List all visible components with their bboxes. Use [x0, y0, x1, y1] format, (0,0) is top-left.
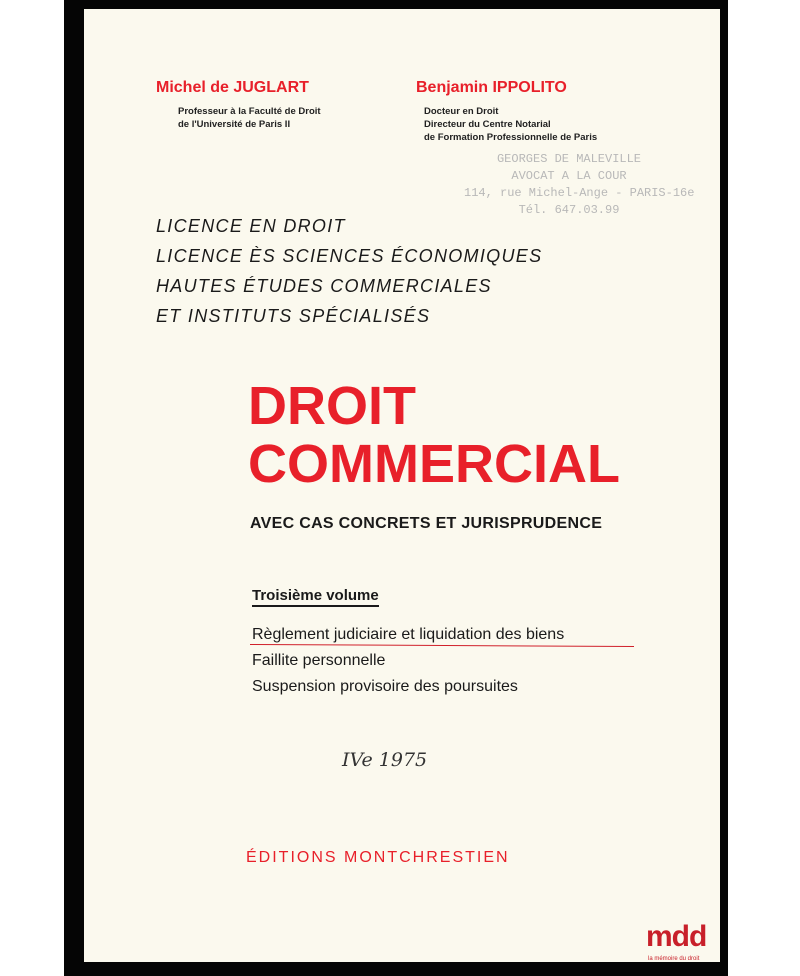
title-line: DROIT	[248, 376, 416, 436]
volume-label: Troisième volume	[252, 587, 379, 607]
topic-list	[252, 622, 564, 700]
title-line: COMMERCIAL	[248, 434, 620, 494]
book-title	[248, 377, 620, 493]
stamp-line: AVOCAT A LA COUR	[511, 169, 627, 183]
topic-item: Suspension provisoire des poursuites	[252, 678, 518, 695]
book-subtitle: AVEC CAS CONCRETS ET JURISPRUDENCE	[250, 515, 603, 532]
author-affiliation-ippolito	[424, 105, 597, 144]
mdd-tagline: la mémoire du droit	[648, 956, 700, 962]
publisher-name: ÉDITIONS MONTCHRESTIEN	[246, 849, 510, 866]
audience-list	[156, 211, 542, 331]
stamp-line: GEORGES DE MALEVILLE	[496, 152, 642, 166]
affiliation-line: Professeur à la Faculté de Droit	[178, 106, 321, 117]
affiliation-line: Directeur du Centre Notarial	[424, 119, 551, 130]
lawyer-stamp	[464, 151, 695, 219]
affiliation-line: Docteur en Droit	[424, 106, 499, 117]
handwritten-edition-note: IVe 1975	[342, 749, 428, 771]
topic-item: Règlement judiciaire et liquidation des biens	[252, 626, 565, 643]
affiliation-line: de l'Université de Paris II	[178, 119, 291, 130]
author-name-juglart: Michel de JUGLART	[156, 79, 309, 96]
book-cover	[84, 9, 720, 962]
mdd-logo: mdd	[646, 920, 707, 953]
author-affiliation-juglart	[178, 105, 321, 131]
audience-item: LICENCE EN DROIT	[156, 216, 346, 236]
author-name-ippolito: Benjamin IPPOLITO	[416, 79, 567, 96]
stamp-line: Tél. 647.03.99	[518, 203, 620, 217]
stamp-line: 114, rue Michel-Ange - PARIS-16e	[464, 186, 695, 200]
audience-item: LICENCE ÈS SCIENCES ÉCONOMIQUES	[156, 246, 543, 266]
topic-item: Faillite personnelle	[252, 652, 386, 669]
audience-item: ET INSTITUTS SPÉCIALISÉS	[156, 306, 431, 326]
affiliation-line: de Formation Professionnelle de Paris	[424, 132, 598, 143]
audience-item: HAUTES ÉTUDES COMMERCIALES	[156, 276, 492, 296]
